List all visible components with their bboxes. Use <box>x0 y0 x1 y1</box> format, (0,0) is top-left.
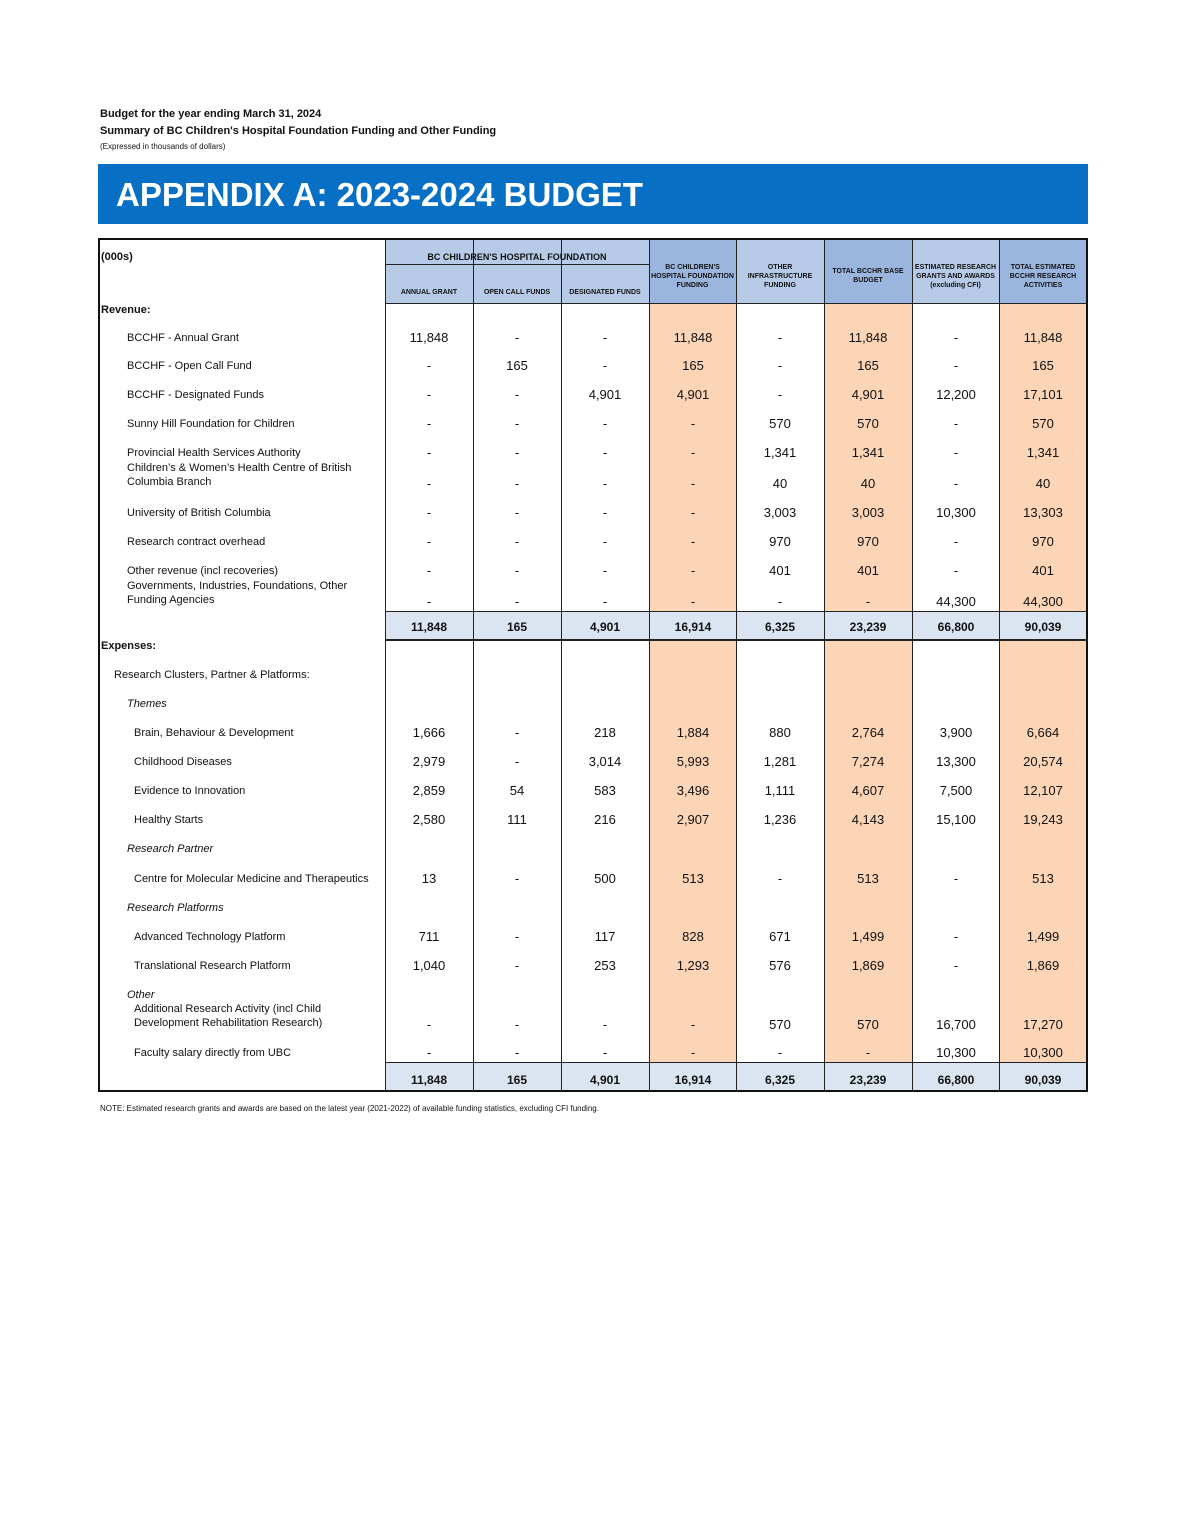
value-cell: 3,014 <box>588 754 622 769</box>
value-cell: 54 <box>509 783 525 798</box>
value-cell: - <box>953 929 959 944</box>
value-cell: 513 <box>682 871 704 886</box>
value-cell: 513 <box>1032 871 1054 886</box>
value-cell: 253 <box>594 958 616 973</box>
value-cell: 401 <box>857 563 879 578</box>
row-label: Research Clusters, Partner & Platforms: <box>114 669 310 681</box>
value-cell: - <box>690 505 696 520</box>
value-cell: - <box>602 476 608 491</box>
total-cell: 23,239 <box>849 620 887 634</box>
value-cell: 576 <box>769 958 791 973</box>
row-label: BCCHF - Open Call Fund <box>127 360 252 372</box>
row-label: Research contract overhead <box>127 536 266 548</box>
value-cell: 401 <box>769 563 791 578</box>
appendix-banner: APPENDIX A: 2023-2024 BUDGET <box>98 164 1088 224</box>
total-cell: 90,039 <box>1024 1073 1062 1087</box>
column-header: ESTIMATED RESEARCH GRANTS AND AWARDS (excluding CFI) <box>914 263 997 289</box>
value-cell: 165 <box>506 358 528 373</box>
value-cell: - <box>602 534 608 549</box>
value-cell: - <box>514 476 520 491</box>
value-cell: - <box>514 330 520 345</box>
value-cell: 4,901 <box>588 387 622 402</box>
value-cell: 11,848 <box>848 330 888 345</box>
value-cell: - <box>514 416 520 431</box>
value-cell: - <box>426 505 432 520</box>
value-cell: 12,200 <box>936 387 976 402</box>
value-cell: - <box>953 330 959 345</box>
value-cell: - <box>514 1017 520 1032</box>
value-cell: 1,111 <box>764 783 796 798</box>
units-note: (Expressed in thousands of dollars) <box>100 142 226 151</box>
row-label: Governments, Industries, Foundations, Other <box>127 580 348 592</box>
group-label: Other <box>127 989 155 1001</box>
value-cell: - <box>514 958 520 973</box>
value-cell: - <box>602 358 608 373</box>
column-header: DESIGNATED FUNDS <box>569 289 641 296</box>
value-cell: 1,499 <box>1026 929 1060 944</box>
value-cell: 970 <box>769 534 791 549</box>
value-cell: - <box>953 534 959 549</box>
row-label: Childhood Diseases <box>134 756 232 768</box>
value-cell: - <box>426 563 432 578</box>
total-cell: 23,239 <box>849 1073 887 1087</box>
value-cell: 513 <box>857 871 879 886</box>
footnote: NOTE: Estimated research grants and awards are based on the latest year (2021-2022) of available funding statistics, excluding CFI funding. <box>100 1104 599 1113</box>
value-cell: 1,666 <box>412 725 446 740</box>
total-cell: 4,901 <box>589 620 621 634</box>
group-header: BC CHILDREN'S HOSPITAL FOUNDATION <box>427 251 607 262</box>
value-cell: 570 <box>769 416 791 431</box>
section-heading: Revenue: <box>101 304 151 316</box>
value-cell: - <box>426 445 432 460</box>
value-cell: - <box>514 754 520 769</box>
value-cell: - <box>514 594 520 609</box>
total-cell: 6,325 <box>764 1073 796 1087</box>
value-cell: - <box>514 929 520 944</box>
value-cell: 4,607 <box>851 783 885 798</box>
value-cell: 970 <box>857 534 879 549</box>
value-cell: 3,003 <box>763 505 797 520</box>
value-cell: - <box>690 445 696 460</box>
row-label-cont: Columbia Branch <box>127 476 212 488</box>
value-cell: 7,500 <box>939 783 973 798</box>
value-cell: - <box>953 563 959 578</box>
value-cell: 570 <box>769 1017 791 1032</box>
value-cell: 1,281 <box>763 754 797 769</box>
value-cell: 10,300 <box>936 505 976 520</box>
value-cell: 13,300 <box>936 754 976 769</box>
value-cell: 2,907 <box>676 812 710 827</box>
value-cell: 1,341 <box>763 445 797 460</box>
value-cell: - <box>514 387 520 402</box>
value-cell: 1,499 <box>851 929 885 944</box>
total-cell: 165 <box>506 1073 528 1087</box>
value-cell: - <box>426 476 432 491</box>
column-header: TOTAL ESTIMATED BCCHR RESEARCH ACTIVITIES <box>1009 263 1077 289</box>
value-cell: 671 <box>769 929 791 944</box>
value-cell: 3,496 <box>676 783 710 798</box>
group-label: Research Platforms <box>127 902 224 914</box>
value-cell: 10,300 <box>1023 1045 1063 1060</box>
section-heading: Expenses: <box>101 640 157 652</box>
row-label: Centre for Molecular Medicine and Therapeutics <box>134 873 369 885</box>
value-cell: 1,341 <box>851 445 885 460</box>
value-cell: 19,243 <box>1023 812 1063 827</box>
row-label: University of British Columbia <box>127 507 271 519</box>
value-cell: 2,764 <box>851 725 885 740</box>
column-header: BC CHILDREN'S HOSPITAL FOUNDATION FUNDING <box>651 263 734 289</box>
group-label: Research Partner <box>127 843 214 855</box>
value-cell: - <box>690 534 696 549</box>
value-cell: - <box>777 387 783 402</box>
value-cell: - <box>602 563 608 578</box>
value-cell: 1,236 <box>763 812 797 827</box>
row-label: Translational Research Platform <box>134 960 291 972</box>
value-cell: - <box>865 1045 871 1060</box>
value-cell: 500 <box>594 871 616 886</box>
value-cell: 1,341 <box>1026 445 1060 460</box>
value-cell: - <box>514 1045 520 1060</box>
value-cell: 970 <box>1032 534 1054 549</box>
value-cell: - <box>426 387 432 402</box>
group-label: Themes <box>127 698 167 710</box>
value-cell: 10,300 <box>936 1045 976 1060</box>
value-cell: - <box>426 1017 432 1032</box>
value-cell: 2,580 <box>412 812 446 827</box>
value-cell: 15,100 <box>936 812 976 827</box>
value-cell: 711 <box>418 929 440 944</box>
value-cell: - <box>514 505 520 520</box>
value-cell: - <box>953 958 959 973</box>
total-cell: 165 <box>506 620 528 634</box>
value-cell: - <box>426 416 432 431</box>
total-cell: 90,039 <box>1024 620 1062 634</box>
value-cell: - <box>777 1045 783 1060</box>
value-cell: - <box>602 416 608 431</box>
value-cell: 20,574 <box>1023 754 1063 769</box>
value-cell: 570 <box>1032 416 1054 431</box>
total-cell: 16,914 <box>674 1073 712 1087</box>
column-header: OTHER INFRASTRUCTURE FUNDING <box>747 263 813 289</box>
value-cell: 1,040 <box>412 958 446 973</box>
value-cell: 583 <box>594 783 616 798</box>
value-cell: 5,993 <box>676 754 710 769</box>
value-cell: - <box>953 871 959 886</box>
value-cell: 40 <box>860 476 876 491</box>
value-cell: - <box>514 534 520 549</box>
value-cell: 1,884 <box>676 725 710 740</box>
column-header: OPEN CALL FUNDS <box>483 289 551 296</box>
total-cell: 66,800 <box>937 620 975 634</box>
value-cell: - <box>953 416 959 431</box>
value-cell: 4,143 <box>851 812 885 827</box>
value-cell: - <box>514 871 520 886</box>
total-cell: 11,848 <box>410 1073 448 1087</box>
value-cell: 165 <box>857 358 879 373</box>
value-cell: - <box>690 563 696 578</box>
total-cell: 4,901 <box>589 1073 621 1087</box>
value-cell: 11,848 <box>409 330 449 345</box>
value-cell: - <box>865 594 871 609</box>
table-frame <box>98 238 1088 1092</box>
value-cell: 4,901 <box>676 387 710 402</box>
value-cell: 880 <box>769 725 791 740</box>
value-cell: - <box>514 725 520 740</box>
value-cell: 6,664 <box>1026 725 1060 740</box>
value-cell: 12,107 <box>1023 783 1063 798</box>
value-cell: - <box>426 534 432 549</box>
value-cell: - <box>602 505 608 520</box>
value-cell: - <box>690 594 696 609</box>
value-cell: 570 <box>857 1017 879 1032</box>
value-cell: 165 <box>682 358 704 373</box>
value-cell: 44,300 <box>1023 594 1063 609</box>
column-header: ANNUAL GRANT <box>400 289 458 296</box>
value-cell: 218 <box>594 725 616 740</box>
value-cell: - <box>690 476 696 491</box>
value-cell: 570 <box>857 416 879 431</box>
total-cell: 11,848 <box>410 620 448 634</box>
row-label: BCCHF - Designated Funds <box>127 389 264 401</box>
value-cell: - <box>602 1017 608 1032</box>
row-label: Additional Research Activity (incl Child <box>134 1003 322 1015</box>
units-label: (000s) <box>101 251 133 263</box>
value-cell: - <box>426 1045 432 1060</box>
value-cell: - <box>602 330 608 345</box>
column-header: TOTAL BCCHR BASE BUDGET <box>832 268 904 284</box>
value-cell: 4,901 <box>851 387 885 402</box>
report-subtitle: Summary of BC Children's Hospital Foundation Funding and Other Funding <box>100 125 497 137</box>
value-cell: 1,869 <box>1026 958 1060 973</box>
value-cell: - <box>777 358 783 373</box>
row-label-cont: Development Rehabilitation Research) <box>134 1017 323 1029</box>
row-label: Brain, Behaviour & Development <box>134 727 294 739</box>
row-label: BCCHF - Annual Grant <box>127 332 239 344</box>
value-cell: 2,979 <box>412 754 446 769</box>
report-title: Budget for the year ending March 31, 2024 <box>100 108 322 120</box>
value-cell: 111 <box>507 812 527 827</box>
value-cell: 401 <box>1032 563 1054 578</box>
value-cell: - <box>777 330 783 345</box>
value-cell: 13,303 <box>1023 505 1063 520</box>
value-cell: - <box>953 476 959 491</box>
row-label: Children’s & Women’s Health Centre of British <box>127 462 352 474</box>
row-label: Healthy Starts <box>134 814 204 826</box>
value-cell: 3,900 <box>939 725 973 740</box>
value-cell: 17,101 <box>1023 387 1063 402</box>
row-label: Other revenue (incl recoveries) <box>127 565 279 577</box>
value-cell: 40 <box>772 476 788 491</box>
value-cell: - <box>602 445 608 460</box>
row-label: Evidence to Innovation <box>134 785 246 797</box>
value-cell: - <box>426 358 432 373</box>
value-cell: - <box>690 1045 696 1060</box>
value-cell: - <box>602 594 608 609</box>
value-cell: 44,300 <box>936 594 976 609</box>
value-cell: 216 <box>594 812 616 827</box>
value-cell: 11,848 <box>673 330 713 345</box>
value-cell: - <box>953 445 959 460</box>
total-cell: 16,914 <box>674 620 712 634</box>
value-cell: 16,700 <box>936 1017 976 1032</box>
value-cell: 2,859 <box>412 783 446 798</box>
value-cell: - <box>690 1017 696 1032</box>
total-cell: 66,800 <box>937 1073 975 1087</box>
value-cell: - <box>777 594 783 609</box>
value-cell: - <box>602 1045 608 1060</box>
value-cell: - <box>953 358 959 373</box>
value-cell: 1,869 <box>851 958 885 973</box>
value-cell: - <box>777 871 783 886</box>
value-cell: 7,274 <box>851 754 885 769</box>
row-label: Advanced Technology Platform <box>134 931 286 943</box>
value-cell: - <box>426 594 432 609</box>
value-cell: - <box>690 416 696 431</box>
value-cell: 13 <box>421 871 437 886</box>
value-cell: 3,003 <box>851 505 885 520</box>
value-cell: 11,848 <box>1023 330 1063 345</box>
row-label: Faculty salary directly from UBC <box>134 1047 292 1059</box>
row-label: Provincial Health Services Authority <box>127 447 301 459</box>
value-cell: - <box>514 563 520 578</box>
value-cell: 17,270 <box>1023 1017 1063 1032</box>
value-cell: 165 <box>1032 358 1054 373</box>
row-label-cont: Funding Agencies <box>127 594 215 606</box>
value-cell: - <box>514 445 520 460</box>
row-label: Sunny Hill Foundation for Children <box>127 418 295 430</box>
value-cell: 1,293 <box>676 958 710 973</box>
value-cell: 117 <box>594 929 616 944</box>
value-cell: 828 <box>682 929 704 944</box>
total-cell: 6,325 <box>764 620 796 634</box>
value-cell: 40 <box>1035 476 1051 491</box>
